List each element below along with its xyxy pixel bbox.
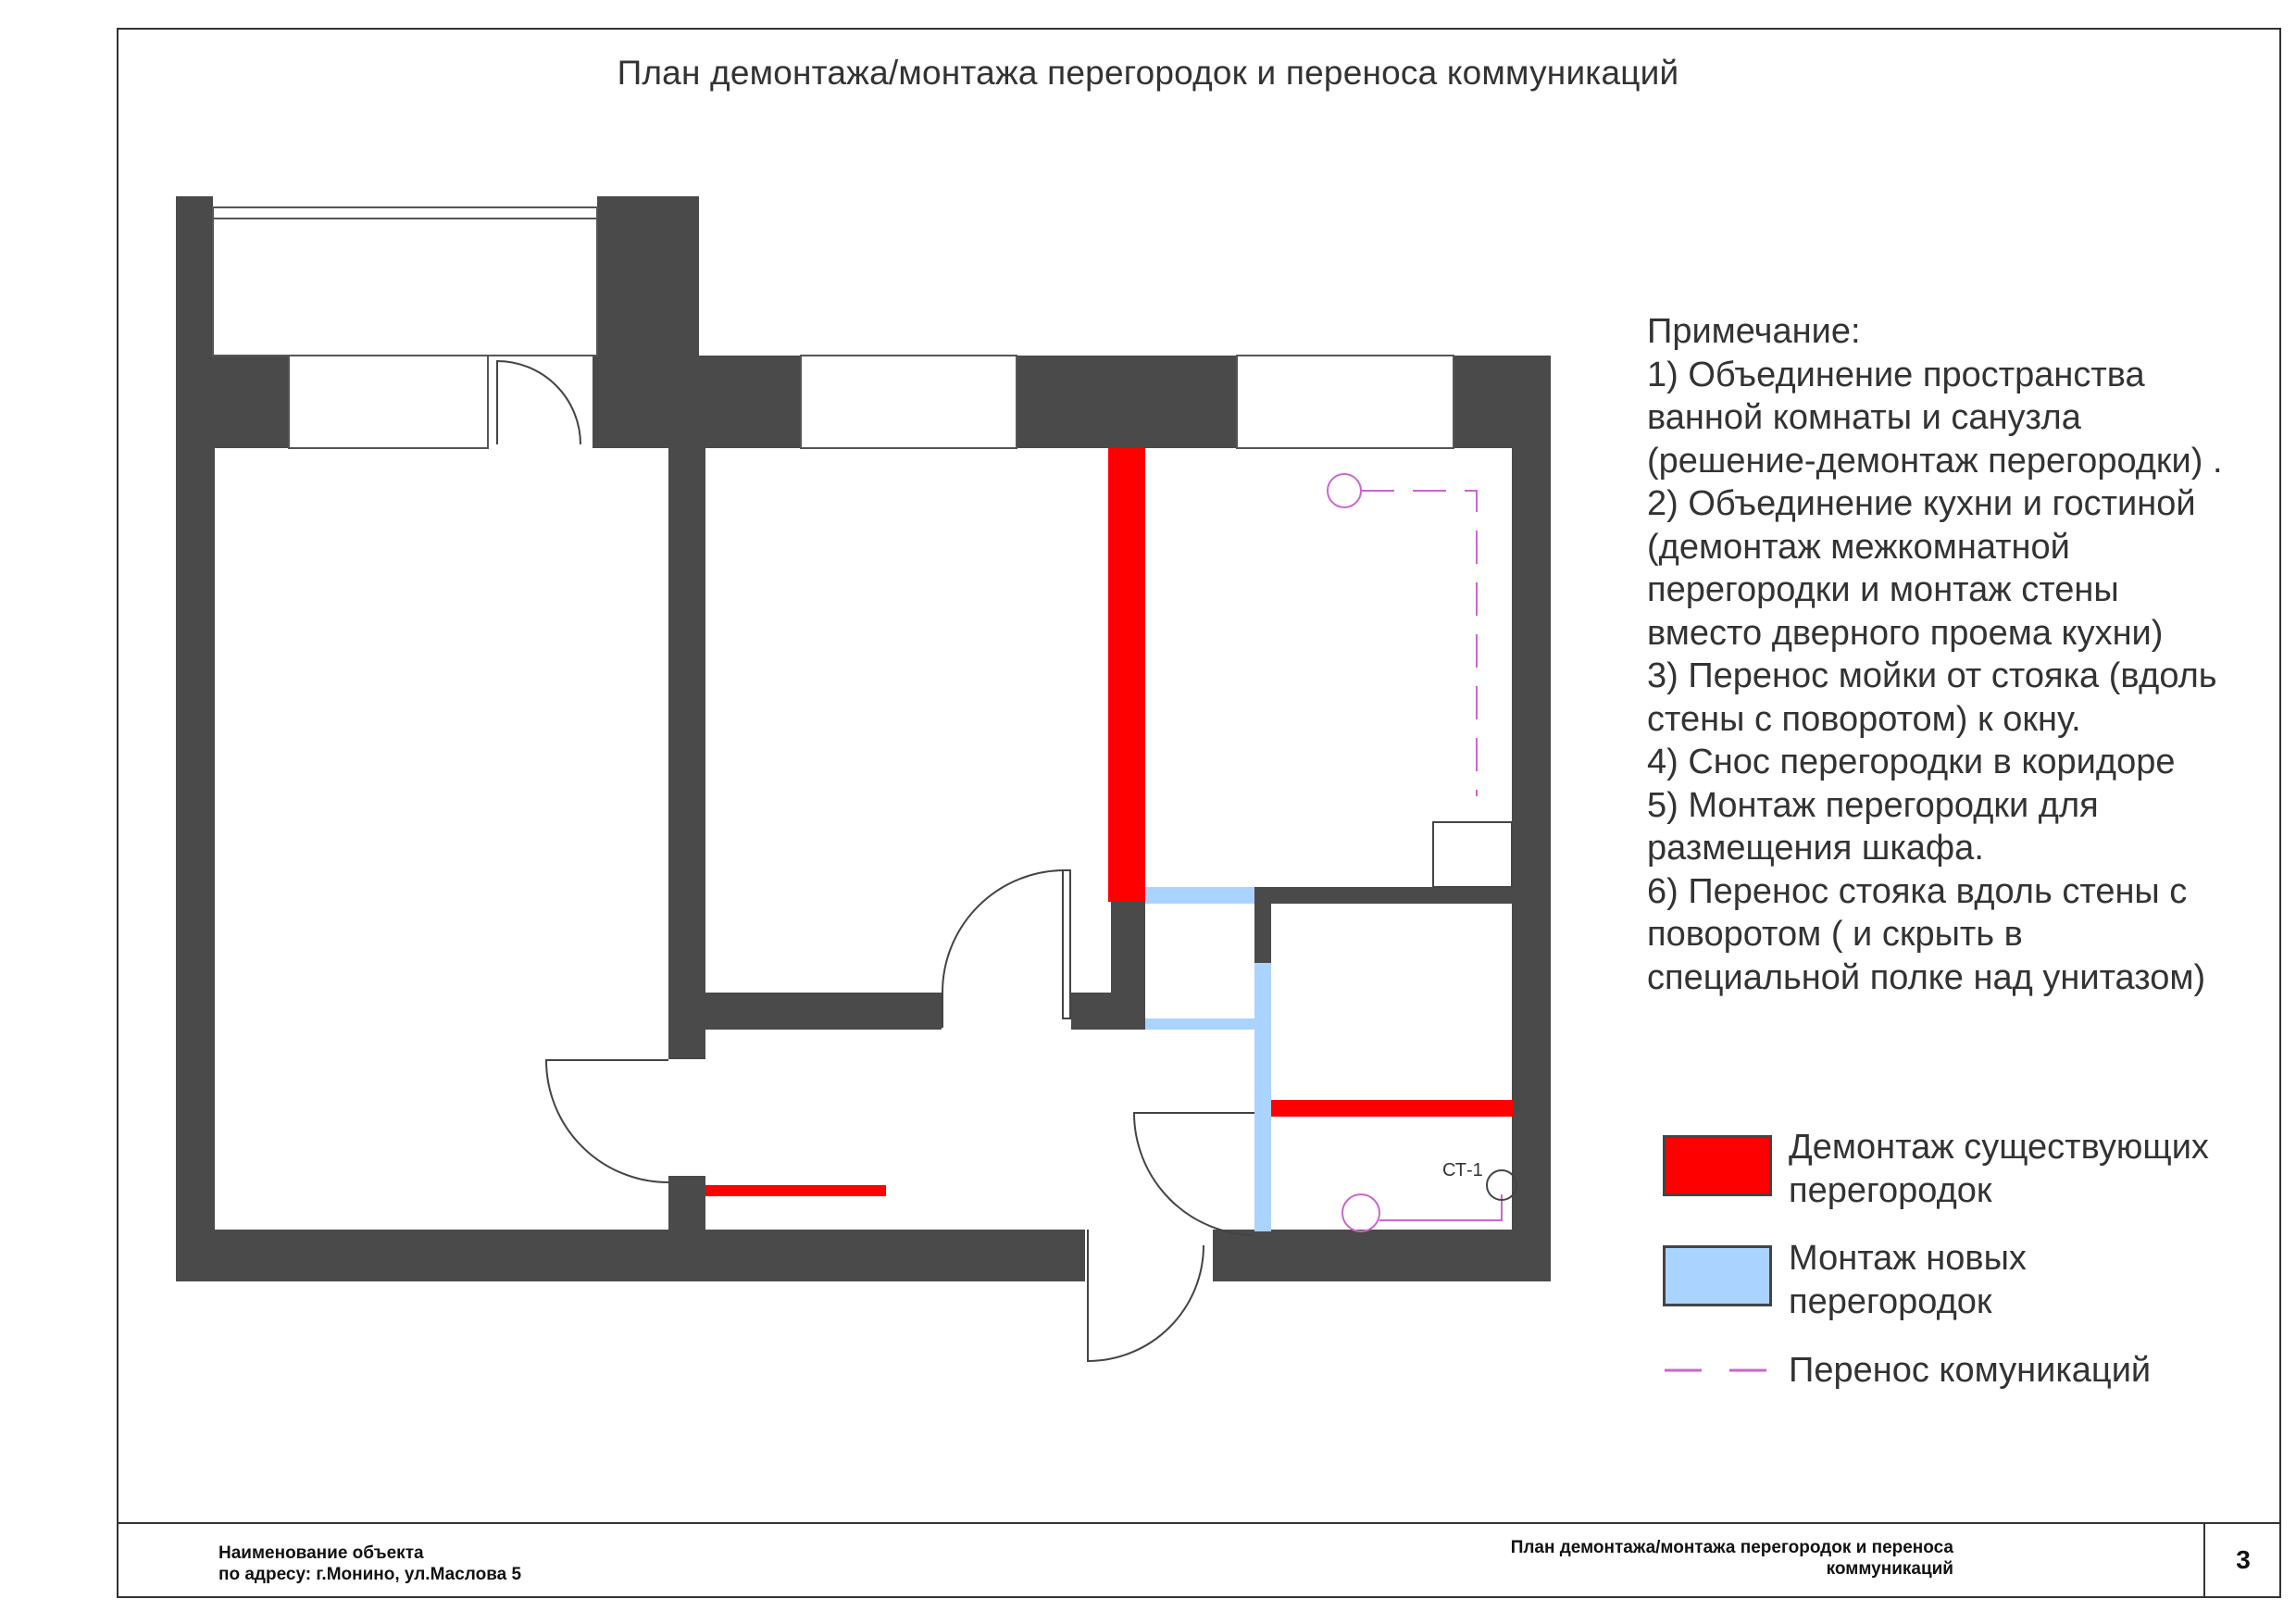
legend-installation-line1: Монтаж новых (1789, 1239, 2027, 1278)
object-address: по адресу: г.Монино, ул.Маслова 5 (218, 1565, 522, 1584)
notes-block (1647, 310, 2277, 999)
balcony-window (213, 207, 597, 219)
balcony-door (497, 361, 580, 444)
fixtures (1433, 822, 1516, 1200)
outer-wall-right (1512, 356, 1551, 1281)
legend-demolition-line1: Демонтаж существующих (1789, 1128, 2209, 1167)
legend-demolition-line2: перегородок (1789, 1171, 1992, 1210)
entrance-door (1088, 1230, 1204, 1361)
bathroom-wall-top (1254, 887, 1514, 904)
sink-line (1361, 491, 1477, 796)
riser-line (1379, 1194, 1502, 1220)
demolish-corridor-wall (705, 1185, 886, 1196)
note-line: вместо дверного проема кухни) (1647, 613, 2164, 653)
note-line: 3) Перенос мойки от стояка (вдоль (1647, 656, 2217, 695)
sheet-title (1511, 1537, 1953, 1580)
utility-reroute (1328, 474, 1502, 1231)
note-line: размещения шкафа. (1647, 829, 1984, 868)
legend-demolition (1789, 1126, 2209, 1213)
demolition-partitions (705, 448, 1514, 1196)
corridor-wall-vertical (1111, 889, 1145, 1030)
riser-label: СТ-1 (1442, 1160, 1483, 1181)
sink-outlet-icon (1328, 474, 1361, 507)
bathroom-wall-stub (1254, 887, 1271, 963)
new-partition-middle (1145, 1018, 1254, 1030)
notes-heading: Примечание: (1647, 312, 1861, 351)
window-kitchen (1237, 356, 1454, 448)
new-partitions (1145, 887, 1271, 1231)
note-line: 6) Перенос стояка вдоль стены с (1647, 871, 2188, 911)
legend-utilities: Перенос комуникаций (1789, 1351, 2152, 1390)
legend-installation-line2: перегородок (1789, 1282, 1992, 1321)
door-left-room (546, 1060, 668, 1182)
note-line: ванной комнаты и санузла (1647, 398, 2081, 437)
legend-swatch-demolition (1663, 1135, 1772, 1196)
legend-dashed-line-icon (1663, 1361, 1783, 1380)
note-line: специальной полке над унитазом) (1647, 957, 2206, 997)
partition-stub (668, 1176, 705, 1230)
note-line: 4) Снос перегородки в коридоре (1647, 743, 2176, 781)
wall-segment (1017, 356, 1237, 448)
door-bathroom (1134, 1113, 1254, 1235)
legend-installation (1789, 1237, 2027, 1324)
outer-wall-left (176, 356, 215, 1281)
demolish-bathroom-wall (1271, 1100, 1514, 1117)
note-line: перегородки и монтаж стены (1647, 570, 2119, 609)
partition-rooms (668, 448, 705, 1059)
note-line: (решение-демонтаж перегородки) . (1647, 441, 2223, 481)
page-title: План демонтажа/монтажа перегородок и переноса коммуникаций (617, 54, 1679, 92)
object-name (218, 1543, 521, 1585)
note-line: 5) Монтаж перегородки для (1647, 785, 2099, 825)
page-number: 3 (2203, 1522, 2281, 1598)
balcony-space (213, 219, 597, 356)
note-line: (демонтаж межкомнатной (1647, 527, 2070, 567)
door-living-room (942, 870, 1065, 1028)
note-line: поворотом ( и скрыть в (1647, 915, 2023, 954)
wall-segment (593, 356, 801, 448)
sheet-title-line2: коммуникаций (1826, 1559, 1953, 1579)
outer-wall-bottom-left (176, 1230, 1085, 1281)
balcony-wall-right (597, 196, 699, 356)
note-line: 1) Объединение пространства (1647, 355, 2145, 394)
window-left-room (289, 356, 488, 448)
sheet-title-line1: План демонтажа/монтажа перегородок и переноса (1510, 1538, 1953, 1557)
window-middle-room (801, 356, 1017, 448)
outer-wall-bottom-right (1213, 1230, 1551, 1281)
legend-swatch-installation (1663, 1245, 1772, 1306)
note-line: стены с поворотом) к окну. (1647, 699, 2081, 739)
door-leaf (1063, 870, 1070, 1018)
balcony-wall-left (176, 196, 213, 356)
riser-new-icon (1342, 1194, 1379, 1231)
new-partition-top (1145, 887, 1254, 904)
demolish-kitchen-wall (1108, 448, 1145, 902)
new-partition-vertical (1254, 963, 1271, 1231)
corridor-wall-left (705, 993, 942, 1030)
note-line: 2) Объединение кухни и гостиной (1647, 484, 2196, 523)
object-name-line1: Наименование объекта (218, 1543, 424, 1563)
sink-cabinet (1433, 822, 1512, 887)
